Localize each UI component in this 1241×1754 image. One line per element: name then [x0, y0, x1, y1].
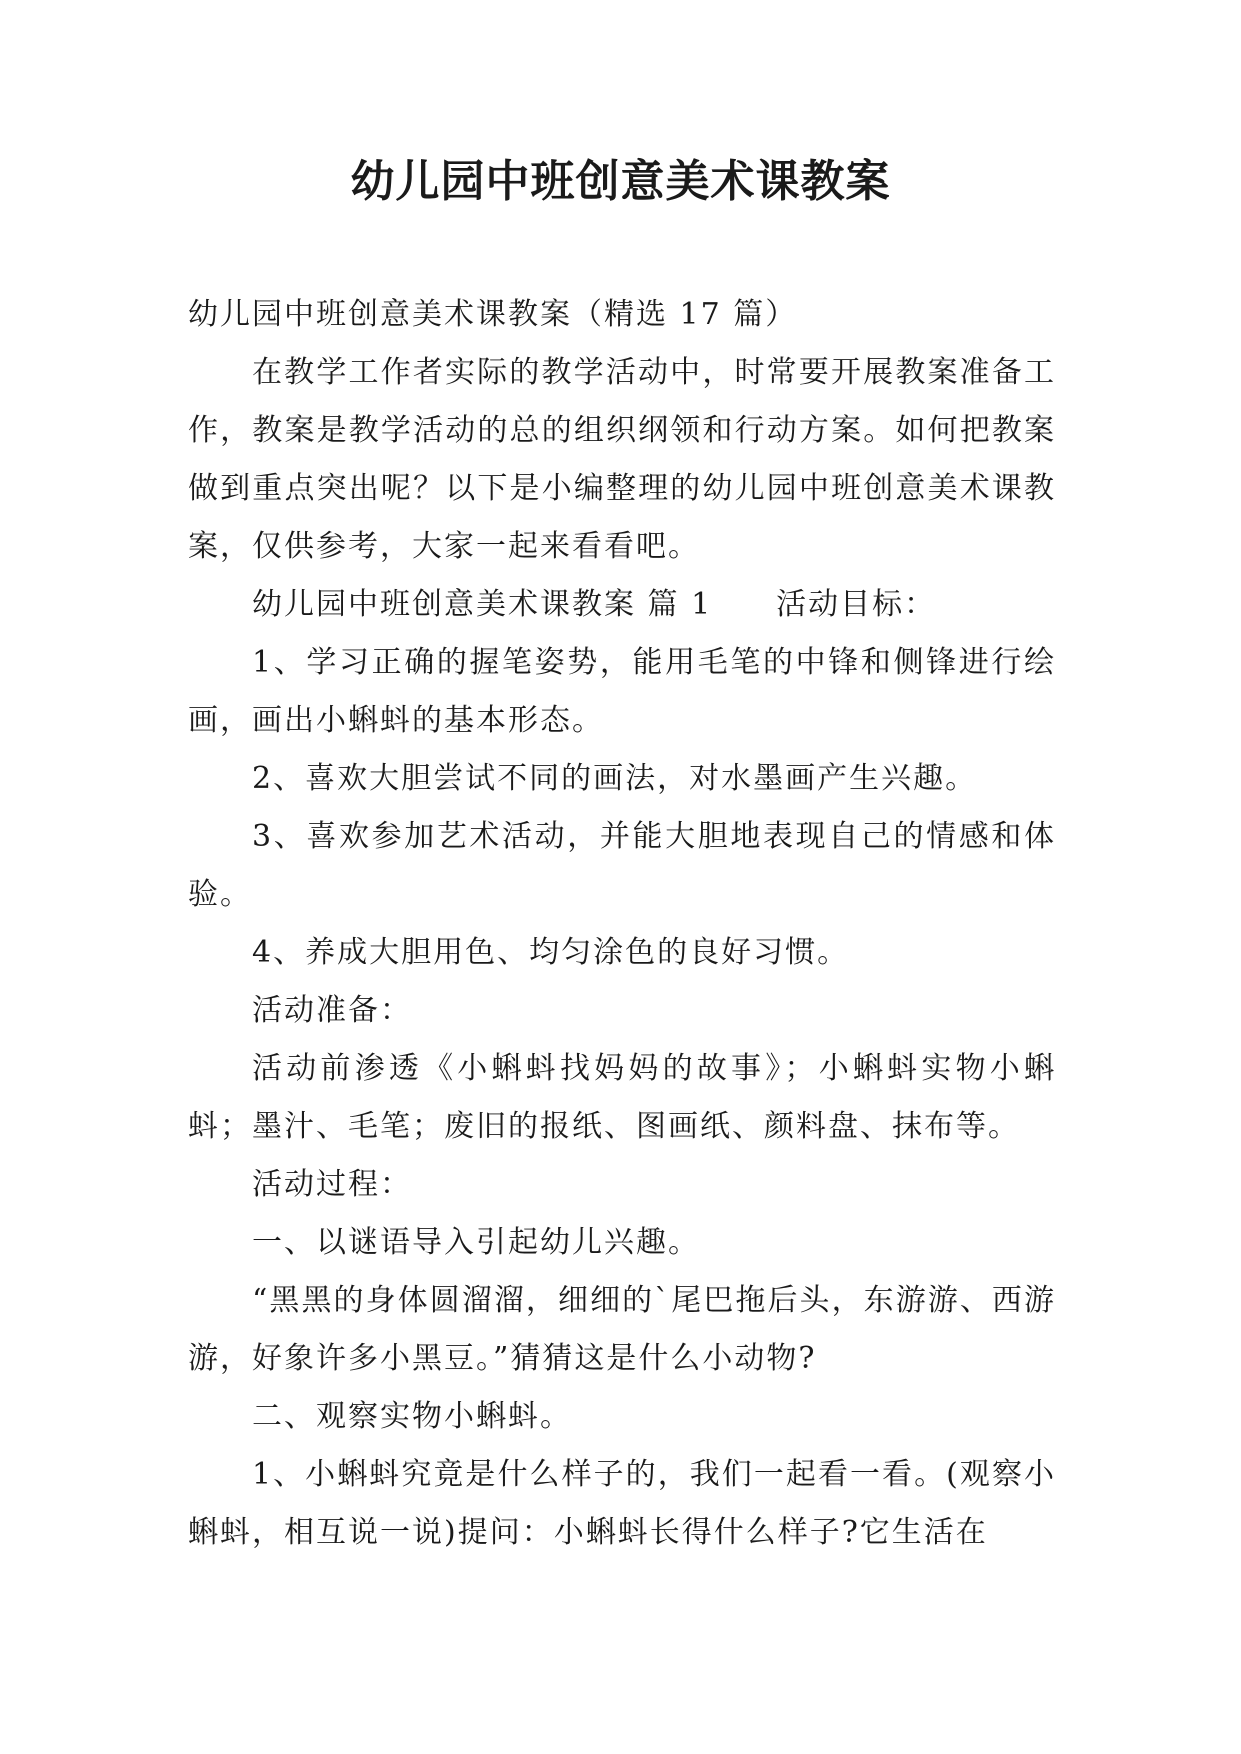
document-subtitle: 幼儿园中班创意美术课教案（精选 17 篇） — [188, 297, 798, 332]
goal-item-1: 1、学习正确的握笔姿势，能用毛笔的中锋和侧锋进行绘画，画出小蝌蚪的基本形态。 — [188, 645, 1056, 738]
goal-item-2: 2、喜欢大胆尝试不同的画法，对水墨画产生兴趣。 — [252, 761, 978, 796]
step-1: 一、以谜语导入引起幼儿兴趣。 — [252, 1225, 700, 1260]
document-body — [188, 286, 1056, 1562]
prep-paragraph: 活动前渗透《小蝌蚪找妈妈的故事》；小蝌蚪实物小蝌蚪；墨汁、毛笔；废旧的报纸、图画纸、颜料盘、抹布等。 — [188, 1051, 1056, 1144]
goal-item-4: 4、养成大胆用色、均匀涂色的良好习惯。 — [252, 935, 850, 970]
step-2: 二、观察实物小蝌蚪。 — [252, 1399, 572, 1434]
goal-item-3: 3、喜欢参加艺术活动，并能大胆地表现自己的情感和体验。 — [188, 819, 1056, 912]
step-2-item-1: 1、小蝌蚪究竟是什么样子的，我们一起看一看。(观察小蝌蚪，相互说一说)提问：小蝌蚪长得什么样子?它生活在 — [188, 1457, 1056, 1550]
section-heading: 幼儿园中班创意美术课教案 篇 1 — [252, 587, 713, 622]
section-heading-line — [188, 576, 1056, 634]
prep-label: 活动准备： — [252, 993, 412, 1028]
document-title: 幼儿园中班创意美术课教案 — [350, 156, 891, 207]
riddle-paragraph: “黑黑的身体圆溜溜，细细的`尾巴拖后头，东游游、西游游，好象许多小黑豆。”猜猜这是什么小动物? — [188, 1283, 1056, 1376]
intro-paragraph: 在教学工作者实际的教学活动中，时常要开展教案准备工作，教案是教学活动的总的组织纲领和行动方案。如何把教案做到重点突出呢？以下是小编整理的幼儿园中班创意美术课教案，仅供参考，大家一起来看看吧。 — [188, 355, 1056, 564]
process-label: 活动过程： — [252, 1167, 412, 1202]
goals-label: 活动目标： — [776, 587, 937, 622]
